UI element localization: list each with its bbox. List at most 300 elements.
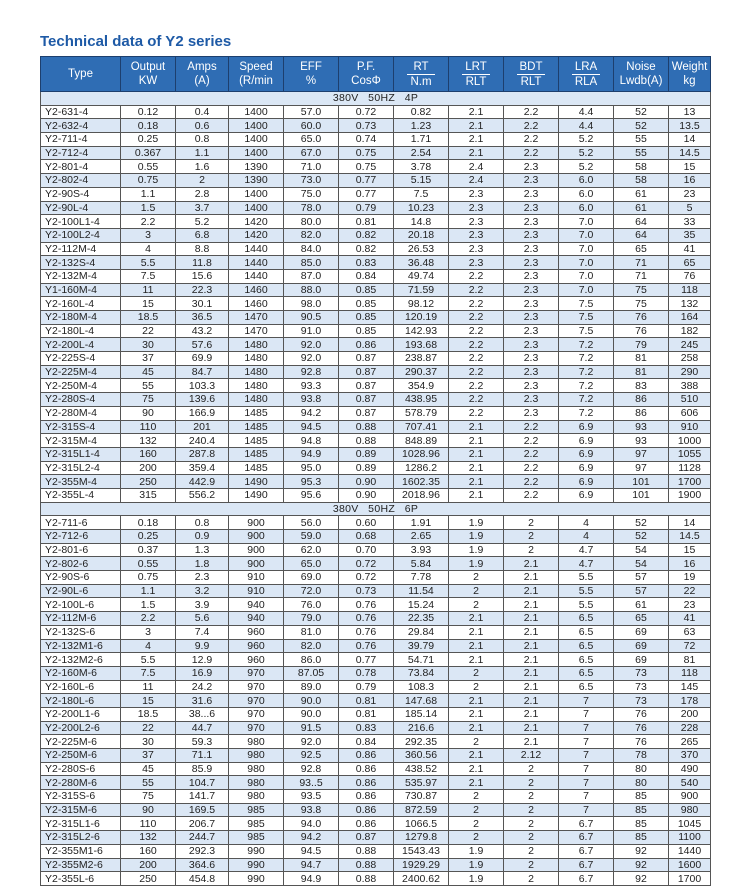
value-cell: 940 [229, 598, 284, 612]
value-cell: 93..5 [284, 776, 339, 790]
value-cell: 4.7 [559, 543, 614, 557]
value-cell: 91.5 [284, 721, 339, 735]
type-cell: Y2-280M-6 [41, 776, 121, 790]
value-cell: 1.9 [449, 516, 504, 530]
value-cell: 292.3 [176, 844, 229, 858]
value-cell: 2.3 [449, 256, 504, 270]
value-cell: 1390 [229, 160, 284, 174]
type-cell: Y2-100L2-4 [41, 228, 121, 242]
value-cell: 7 [559, 749, 614, 763]
table-row [41, 584, 711, 598]
value-cell: 1440 [229, 242, 284, 256]
type-cell: Y2-112M-4 [41, 242, 121, 256]
value-cell: 2 [449, 790, 504, 804]
value-cell: 910 [669, 420, 711, 434]
value-cell: 61 [614, 187, 669, 201]
value-cell: 36.5 [176, 311, 229, 325]
value-cell: 164 [669, 311, 711, 325]
value-cell: 108.3 [394, 680, 449, 694]
value-cell: 30 [121, 735, 176, 749]
value-cell: 1.9 [449, 530, 504, 544]
value-cell: 4.4 [559, 105, 614, 119]
value-cell: 1490 [229, 475, 284, 489]
value-cell: 2.3 [504, 160, 559, 174]
value-cell: 0.76 [339, 612, 394, 626]
value-cell: 7.0 [559, 283, 614, 297]
value-cell: 132 [121, 831, 176, 845]
type-cell: Y2-90S-4 [41, 187, 121, 201]
value-cell: 69 [614, 625, 669, 639]
value-cell: 1700 [669, 475, 711, 489]
value-cell: 92.5 [284, 749, 339, 763]
type-cell: Y2-132S-6 [41, 625, 121, 639]
value-cell: 2.1 [449, 749, 504, 763]
value-cell: 52 [614, 119, 669, 133]
type-cell: Y2-315M-4 [41, 434, 121, 448]
value-cell: 7 [559, 735, 614, 749]
value-cell: 2.3 [449, 201, 504, 215]
section-label: 380V 50HZ 6P [41, 502, 711, 516]
value-cell: 57 [614, 584, 669, 598]
type-cell: Y2-315S-4 [41, 420, 121, 434]
value-cell: 30 [121, 338, 176, 352]
table-row [41, 762, 711, 776]
value-cell: 23 [669, 598, 711, 612]
value-cell: 2 [504, 543, 559, 557]
value-cell: 4 [121, 242, 176, 256]
value-cell: 54.71 [394, 653, 449, 667]
value-cell: 80 [614, 762, 669, 776]
value-cell: 250 [121, 475, 176, 489]
value-cell: 0.87 [339, 393, 394, 407]
value-cell: 71.59 [394, 283, 449, 297]
value-cell: 22 [121, 721, 176, 735]
value-cell: 6.9 [559, 475, 614, 489]
value-cell: 2.1 [504, 639, 559, 653]
value-cell: 3 [121, 228, 176, 242]
value-cell: 2 [449, 571, 504, 585]
value-cell: 94.9 [284, 872, 339, 886]
value-cell: 2.1 [449, 119, 504, 133]
value-cell: 1.91 [394, 516, 449, 530]
value-cell: 92 [614, 844, 669, 858]
value-cell: 6.9 [559, 434, 614, 448]
column-header-label: RT [413, 60, 429, 73]
value-cell: 86.0 [284, 653, 339, 667]
value-cell: 0.82 [339, 242, 394, 256]
type-cell: Y2-315L2-6 [41, 831, 121, 845]
value-cell: 89.0 [284, 680, 339, 694]
value-cell: 56.0 [284, 516, 339, 530]
column-header-label: BDT [519, 60, 543, 73]
value-cell: 970 [229, 721, 284, 735]
value-cell: 2 [176, 174, 229, 188]
value-cell: 0.85 [339, 283, 394, 297]
table-row [41, 447, 711, 461]
value-cell: 7.5 [121, 666, 176, 680]
value-cell: 216.6 [394, 721, 449, 735]
value-cell: 2.2 [449, 352, 504, 366]
value-cell: 0.86 [339, 338, 394, 352]
value-cell: 75 [614, 297, 669, 311]
value-cell: 5 [669, 201, 711, 215]
value-cell: 6.5 [559, 639, 614, 653]
value-cell: 5.5 [559, 598, 614, 612]
value-cell: 92.0 [284, 352, 339, 366]
value-cell: 7.78 [394, 571, 449, 585]
value-cell: 238.87 [394, 352, 449, 366]
value-cell: 69.9 [176, 352, 229, 366]
value-cell: 985 [229, 831, 284, 845]
table-row [41, 639, 711, 653]
value-cell: 2.1 [504, 653, 559, 667]
value-cell: 87.05 [284, 666, 339, 680]
value-cell: 7.0 [559, 256, 614, 270]
value-cell: 2.3 [504, 324, 559, 338]
column-header-unit: N.m [407, 74, 435, 89]
value-cell: 872.59 [394, 803, 449, 817]
value-cell: 0.77 [339, 174, 394, 188]
value-cell: 2.1 [449, 133, 504, 147]
value-cell: 83 [614, 379, 669, 393]
value-cell: 1.71 [394, 133, 449, 147]
value-cell: 92 [614, 872, 669, 886]
value-cell: 258 [669, 352, 711, 366]
type-cell: Y2-180M-4 [41, 311, 121, 325]
value-cell: 23 [669, 187, 711, 201]
value-cell: 5.2 [176, 215, 229, 229]
value-cell: 65 [614, 242, 669, 256]
table-row [41, 790, 711, 804]
value-cell: 0.18 [121, 516, 176, 530]
value-cell: 65.0 [284, 557, 339, 571]
value-cell: 388 [669, 379, 711, 393]
value-cell: 2.1 [449, 721, 504, 735]
table-row [41, 543, 711, 557]
type-cell: Y2-160L-4 [41, 297, 121, 311]
value-cell: 287.8 [176, 447, 229, 461]
value-cell: 0.87 [339, 365, 394, 379]
value-cell: 1480 [229, 365, 284, 379]
value-cell: 2.3 [449, 242, 504, 256]
table-row [41, 283, 711, 297]
value-cell: 55 [121, 776, 176, 790]
value-cell: 3.2 [176, 584, 229, 598]
value-cell: 2.2 [449, 365, 504, 379]
value-cell: 0.82 [339, 228, 394, 242]
value-cell: 65.0 [284, 133, 339, 147]
value-cell: 900 [669, 790, 711, 804]
value-cell: 2.1 [449, 420, 504, 434]
value-cell: 2.2 [504, 146, 559, 160]
value-cell: 0.87 [339, 406, 394, 420]
value-cell: 3.93 [394, 543, 449, 557]
value-cell: 0.8 [176, 133, 229, 147]
value-cell: 6.0 [559, 201, 614, 215]
value-cell: 15 [669, 160, 711, 174]
value-cell: 55 [121, 379, 176, 393]
value-cell: 6.9 [559, 488, 614, 502]
value-cell: 7.0 [559, 242, 614, 256]
table-row [41, 160, 711, 174]
value-cell: 0.76 [339, 598, 394, 612]
value-cell: 1440 [229, 269, 284, 283]
value-cell: 92.8 [284, 365, 339, 379]
value-cell: 1390 [229, 174, 284, 188]
value-cell: 2.1 [449, 146, 504, 160]
value-cell: 2.1 [449, 762, 504, 776]
value-cell: 0.73 [339, 584, 394, 598]
value-cell: 510 [669, 393, 711, 407]
value-cell: 52 [614, 105, 669, 119]
value-cell: 2.1 [449, 707, 504, 721]
value-cell: 2.3 [176, 571, 229, 585]
value-cell: 101 [614, 475, 669, 489]
value-cell: 2.1 [449, 776, 504, 790]
value-cell: 55 [614, 146, 669, 160]
value-cell: 1.23 [394, 119, 449, 133]
table-row [41, 612, 711, 626]
value-cell: 1490 [229, 488, 284, 502]
type-cell: Y2-802-4 [41, 174, 121, 188]
table-row [41, 146, 711, 160]
table-row [41, 694, 711, 708]
value-cell: 2.1 [504, 694, 559, 708]
value-cell: 24.2 [176, 680, 229, 694]
value-cell: 4 [559, 530, 614, 544]
value-cell: 2.3 [504, 297, 559, 311]
value-cell: 244.7 [176, 831, 229, 845]
value-cell: 7 [559, 803, 614, 817]
value-cell: 1045 [669, 817, 711, 831]
value-cell: 1420 [229, 215, 284, 229]
value-cell: 14.8 [394, 215, 449, 229]
value-cell: 7.5 [559, 324, 614, 338]
value-cell: 2.3 [504, 174, 559, 188]
value-cell: 364.6 [176, 858, 229, 872]
value-cell: 1480 [229, 338, 284, 352]
type-cell: Y2-90L-4 [41, 201, 121, 215]
value-cell: 2.1 [504, 571, 559, 585]
table-row [41, 105, 711, 119]
value-cell: 81 [669, 653, 711, 667]
value-cell: 1460 [229, 297, 284, 311]
value-cell: 0.75 [339, 160, 394, 174]
value-cell: 1602.35 [394, 475, 449, 489]
value-cell: 0.86 [339, 817, 394, 831]
value-cell: 37 [121, 352, 176, 366]
value-cell: 2.3 [504, 187, 559, 201]
value-cell: 13 [669, 105, 711, 119]
value-cell: 1480 [229, 352, 284, 366]
value-cell: 1.5 [121, 598, 176, 612]
value-cell: 94.9 [284, 447, 339, 461]
value-cell: 490 [669, 762, 711, 776]
value-cell: 900 [229, 530, 284, 544]
value-cell: 94.7 [284, 858, 339, 872]
value-cell: 2 [449, 680, 504, 694]
value-cell: 360.56 [394, 749, 449, 763]
type-cell: Y2-801-6 [41, 543, 121, 557]
column-header-unit: CosΦ [351, 75, 381, 87]
value-cell: 80.0 [284, 215, 339, 229]
value-cell: 73.84 [394, 666, 449, 680]
value-cell: 0.85 [339, 324, 394, 338]
value-cell: 1055 [669, 447, 711, 461]
value-cell: 990 [229, 858, 284, 872]
value-cell: 0.60 [339, 516, 394, 530]
value-cell: 7 [559, 762, 614, 776]
value-cell: 4.4 [559, 119, 614, 133]
value-cell: 110 [121, 420, 176, 434]
column-header-label: LRA [574, 60, 598, 73]
value-cell: 4 [121, 639, 176, 653]
value-cell: 0.84 [339, 735, 394, 749]
value-cell: 58 [614, 174, 669, 188]
value-cell: 93.8 [284, 803, 339, 817]
table-row [41, 803, 711, 817]
value-cell: 0.77 [339, 187, 394, 201]
table-row [41, 174, 711, 188]
column-header-unit: RLT [517, 74, 545, 89]
table-row [41, 379, 711, 393]
value-cell: 970 [229, 680, 284, 694]
value-cell: 980 [669, 803, 711, 817]
table-row [41, 201, 711, 215]
value-cell: 76 [669, 269, 711, 283]
column-header-label: Type [68, 68, 93, 80]
value-cell: 65 [669, 256, 711, 270]
table-row [41, 776, 711, 790]
value-cell: 6.7 [559, 872, 614, 886]
value-cell: 41 [669, 612, 711, 626]
value-cell: 85 [614, 831, 669, 845]
value-cell: 2.2 [504, 461, 559, 475]
value-cell: 69.0 [284, 571, 339, 585]
value-cell: 2018.96 [394, 488, 449, 502]
value-cell: 6.8 [176, 228, 229, 242]
value-cell: 2.1 [504, 598, 559, 612]
value-cell: 93 [614, 420, 669, 434]
value-cell: 7.0 [559, 215, 614, 229]
value-cell: 0.72 [339, 105, 394, 119]
value-cell: 88.0 [284, 283, 339, 297]
table-row [41, 598, 711, 612]
value-cell: 2.1 [504, 735, 559, 749]
value-cell: 1420 [229, 228, 284, 242]
value-cell: 292.35 [394, 735, 449, 749]
value-cell: 185.14 [394, 707, 449, 721]
value-cell: 1480 [229, 379, 284, 393]
value-cell: 2.1 [449, 434, 504, 448]
value-cell: 7.2 [559, 352, 614, 366]
column-header [559, 57, 614, 92]
value-cell: 7 [559, 694, 614, 708]
value-cell: 73 [614, 666, 669, 680]
value-cell: 59.3 [176, 735, 229, 749]
value-cell: 90 [121, 803, 176, 817]
table-row [41, 269, 711, 283]
type-cell: Y2-100L-6 [41, 598, 121, 612]
value-cell: 76 [614, 311, 669, 325]
table-row [41, 653, 711, 667]
type-cell: Y2-200L2-6 [41, 721, 121, 735]
value-cell: 76 [614, 707, 669, 721]
value-cell: 7 [559, 790, 614, 804]
value-cell: 0.76 [339, 639, 394, 653]
value-cell: 2.3 [504, 215, 559, 229]
value-cell: 535.97 [394, 776, 449, 790]
technical-data-table [40, 56, 711, 886]
column-header-unit: Lwdb(A) [619, 75, 663, 87]
value-cell: 98.12 [394, 297, 449, 311]
value-cell: 0.8 [176, 516, 229, 530]
type-cell: Y2-711-6 [41, 516, 121, 530]
value-cell: 6.5 [559, 625, 614, 639]
value-cell: 2.12 [504, 749, 559, 763]
value-cell: 1485 [229, 461, 284, 475]
value-cell: 970 [229, 707, 284, 721]
value-cell: 104.7 [176, 776, 229, 790]
value-cell: 0.90 [339, 488, 394, 502]
column-header [339, 57, 394, 92]
value-cell: 11 [121, 680, 176, 694]
value-cell: 2 [504, 790, 559, 804]
value-cell: 5.5 [121, 256, 176, 270]
value-cell: 2 [504, 831, 559, 845]
value-cell: 178 [669, 694, 711, 708]
value-cell: 91.0 [284, 324, 339, 338]
value-cell: 0.6 [176, 119, 229, 133]
value-cell: 76 [614, 735, 669, 749]
value-cell: 6.7 [559, 831, 614, 845]
value-cell: 1470 [229, 311, 284, 325]
value-cell: 6.7 [559, 858, 614, 872]
table-row [41, 133, 711, 147]
column-header-label: P.F. [356, 61, 376, 73]
value-cell: 1485 [229, 434, 284, 448]
value-cell: 2.3 [504, 311, 559, 325]
value-cell: 95.3 [284, 475, 339, 489]
value-cell: 62.0 [284, 543, 339, 557]
value-cell: 0.87 [339, 379, 394, 393]
value-cell: 265 [669, 735, 711, 749]
value-cell: 2 [504, 872, 559, 886]
value-cell: 94.2 [284, 831, 339, 845]
value-cell: 2.1 [449, 639, 504, 653]
value-cell: 980 [229, 749, 284, 763]
value-cell: 0.79 [339, 680, 394, 694]
value-cell: 76 [614, 721, 669, 735]
value-cell: 0.72 [339, 557, 394, 571]
value-cell: 7.2 [559, 379, 614, 393]
value-cell: 141.7 [176, 790, 229, 804]
value-cell: 2.2 [449, 324, 504, 338]
value-cell: 78.0 [284, 201, 339, 215]
value-cell: 2 [504, 776, 559, 790]
value-cell: 1485 [229, 447, 284, 461]
table-row [41, 749, 711, 763]
value-cell: 92.0 [284, 735, 339, 749]
value-cell: 245 [669, 338, 711, 352]
value-cell: 2 [504, 858, 559, 872]
value-cell: 7 [559, 776, 614, 790]
value-cell: 60.0 [284, 119, 339, 133]
value-cell: 110 [121, 817, 176, 831]
value-cell: 54 [614, 557, 669, 571]
value-cell: 2.65 [394, 530, 449, 544]
value-cell: 76.0 [284, 598, 339, 612]
